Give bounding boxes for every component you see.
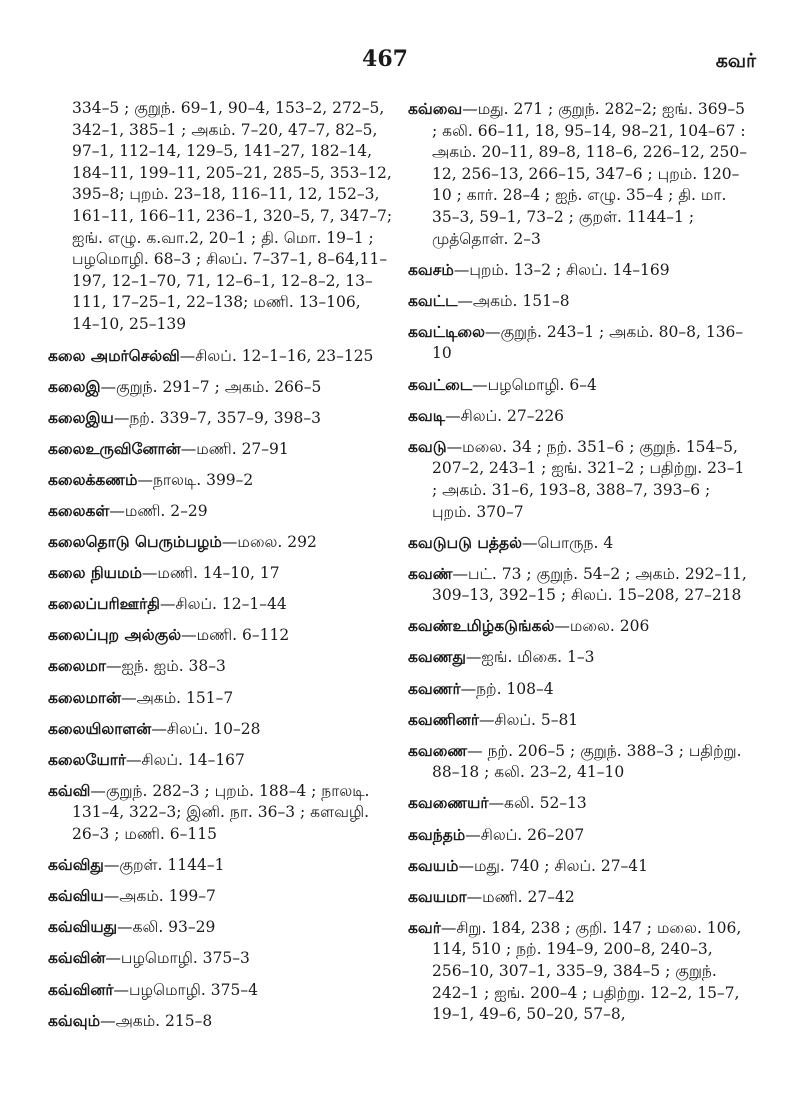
index-entry	[48, 469, 393, 492]
index-entry	[48, 780, 393, 846]
entry-headword: கவ்வினர்	[48, 979, 114, 999]
running-head: கவர்	[715, 50, 756, 72]
index-entry	[408, 321, 753, 365]
entry-headword: கலை அமர்செல்வி	[48, 345, 180, 365]
index-entry	[48, 1010, 393, 1033]
entry-references: — நற். 206–5 ; குறுந். 388–3 ; பதிற்று. 88–18 ; கலி. 23–2, 41–10	[432, 741, 742, 782]
entry-headword: கவ்வி	[48, 780, 91, 800]
entry-headword: கவ்வியது	[48, 917, 118, 937]
entry-references: —மணி. 6–112	[181, 626, 290, 645]
index-entry	[48, 947, 393, 970]
index-entry	[408, 374, 753, 397]
entry-references: —பொருந. 4	[521, 533, 614, 552]
entry-references: —சிலப். 10–28	[151, 719, 261, 738]
entry-references: —நாலடி. 399–2	[137, 470, 254, 489]
entry-references: —சிலப். 12–1–16, 23–125	[179, 346, 374, 365]
index-entry	[48, 885, 393, 908]
entry-references: —நற். 108–4	[460, 679, 554, 698]
entry-headword: கவணினர்	[408, 709, 479, 729]
index-entry	[408, 98, 753, 250]
index-entry	[408, 709, 753, 732]
entry-headword: கவயமா	[408, 886, 467, 906]
entry-headword: கலை நியமம்	[48, 563, 142, 583]
entry-headword: கவணர்	[408, 678, 461, 698]
entry-headword: கவ்வின்	[48, 948, 106, 968]
entry-headword: கலைதொடு பெரும்பழம்	[48, 532, 222, 552]
entry-headword: கலைப்புற அல்குல்	[48, 625, 182, 645]
entry-headword: கவணது	[408, 647, 466, 667]
entry-references: —குறுந். 243–1 ; அகம். 80–8, 136–10	[432, 322, 744, 363]
entry-headword: கலைப்பரிஊர்தி	[48, 594, 160, 614]
entry-references: —மணி. 27–42	[466, 887, 575, 906]
entry-references: —மலை. 292	[221, 533, 317, 552]
index-entry	[408, 259, 753, 282]
index-entry	[408, 886, 753, 909]
entry-references: —ஐந். ஐம். 38–3	[106, 657, 226, 676]
entry-headword: கவட்டை	[408, 374, 473, 394]
left-column	[48, 98, 393, 1041]
entry-references: —நற். 339–7, 357–9, 398–3	[113, 408, 321, 427]
index-entry	[408, 678, 753, 701]
entry-references: —கலி. 93–29	[117, 918, 216, 937]
entry-headword: கலைமா	[48, 656, 107, 676]
entry-references: —பட். 73 ; குறுந். 54–2 ; அகம். 292–11, 309–13, 392–15 ; சிலப். 15–208, 27–218	[432, 564, 747, 605]
entry-headword: கலையோர்	[48, 749, 126, 769]
index-entry	[48, 531, 393, 554]
entry-references: —மணி. 14–10, 17	[141, 564, 280, 583]
entry-references: —பழமொழி. 375–3	[105, 949, 250, 968]
entry-references: —அகம். 215–8	[100, 1011, 213, 1030]
index-entry	[408, 290, 753, 313]
entry-references: —குறள். 1144–1	[103, 856, 225, 875]
entry-references: —குறுந். 291–7 ; அகம். 266–5	[100, 377, 322, 396]
entry-references: —சிலப். 26–207	[465, 825, 585, 844]
entry-headword: கவணை	[408, 740, 468, 760]
entry-headword: கவட்ட	[408, 290, 458, 310]
right-column	[408, 98, 753, 1034]
index-entry	[48, 500, 393, 523]
index-entry	[48, 854, 393, 877]
index-entry	[48, 98, 393, 336]
entry-headword: கவ்வை	[408, 99, 463, 118]
entry-references: —அகம். 199–7	[103, 887, 216, 906]
index-entry	[408, 792, 753, 815]
entry-references: —மது. 740 ; சிலப். 27–41	[458, 856, 649, 875]
entry-references: —மணி. 2–29	[109, 502, 208, 520]
index-entry	[408, 405, 753, 428]
index-entry	[408, 532, 753, 555]
index-entry	[408, 824, 753, 847]
index-entry	[48, 345, 393, 368]
index-entry	[408, 436, 753, 523]
entry-headword: கலைக்கணம்	[48, 469, 138, 489]
entry-headword: கவர்	[408, 917, 441, 937]
entry-headword: கலைகள்	[48, 501, 110, 520]
entry-headword: கவந்தம்	[408, 824, 466, 844]
entry-references: —கலி. 52–13	[488, 794, 587, 813]
entry-headword: கவட்டிலை	[408, 321, 485, 341]
entry-references: —அகம். 151–7	[121, 688, 234, 707]
entry-headword: கவண்உமிழ்கடுங்கல்	[408, 616, 555, 636]
entry-references: —பழமொழி. 375–4	[113, 980, 258, 999]
entry-references: 334–5 ; குறுந். 69–1, 90–4, 153–2, 272–5, 342–1, 385–1 ; அகம். 7–20, 47–7, 82–5, 97–1, 112–14, 129–5, 141–27, 182–14, 184–11, 199–11, 205–21, 285–5, 353–12, 395–8; புறம். 23–18, 116–11, 12, 152–3, 161–11, 166–11, 236–1, 320–5, 7, 347–7; ஐங். எழு. க.வா.2, 20–1 ; தி. மொ. 19–1 ; பழமொழி. 68–3 ; சிலப். 7–37–1, 8–64,11–197, 12–1–70, 71, 12–6–1, 12–8–2, 13–111, 17–25–1, 22–138; மணி. 13–106, 14–10, 25–139	[72, 99, 393, 333]
entry-references: —மலை. 34 ; நற். 351–6 ; குறுந். 154–5, 207–2, 243–1 ; ஐங். 321–2 ; பதிற்று. 23–1 ; அகம். 31–6, 193–8, 388–7, 393–6 ; புறம். 370–7	[432, 437, 745, 521]
index-entry	[48, 438, 393, 461]
index-entry	[408, 615, 753, 638]
entry-references: —சிலப். 27–226	[445, 406, 565, 425]
entry-headword: கலையிலாளன்	[48, 718, 152, 738]
index-entry	[48, 593, 393, 616]
index-entry	[408, 646, 753, 669]
entry-headword: கவசம்	[408, 259, 454, 279]
index-entry	[48, 655, 393, 678]
entry-headword: கவடி	[408, 405, 446, 425]
entry-headword: கவடுபடு பத்தல்	[408, 532, 522, 552]
entry-references: —ஐங். மிகை. 1–3	[465, 648, 595, 667]
entry-headword: கவ்விது	[48, 855, 104, 875]
index-entry	[48, 624, 393, 647]
entry-headword: கலைஇய	[48, 407, 114, 427]
index-entry	[48, 916, 393, 939]
entry-references: —குறுந். 282–3 ; புறம். 188–4 ; நாலடி. 131–4, 322–3; இனி. நா. 36–3 ; களவழி. 26–3 ; மணி. 6–115	[72, 781, 370, 844]
entry-references: —மலை. 206	[554, 617, 650, 636]
index-entry	[48, 687, 393, 710]
entry-headword: கலைமான்	[48, 687, 122, 707]
entry-references: —சிலப். 5–81	[478, 710, 579, 729]
entry-headword: கவடு	[408, 436, 447, 456]
index-entry	[48, 562, 393, 585]
entry-headword: கவ்விய	[48, 886, 104, 906]
index-entry	[408, 740, 753, 784]
entry-references: —அகம். 151–8	[457, 291, 570, 310]
entry-headword: கவணையர்	[408, 793, 489, 813]
entry-references: —சிறு. 184, 238 ; குறி. 147 ; மலை. 106, 114, 510 ; நற். 194–9, 200–8, 240–3, 256–10, 307–1, 335–9, 384–5 ; குறுந். 242–1 ; ஐங். 200–4 ; பதிற்று. 12–2, 15–7, 19–1, 49–6, 50–20, 57–8,	[432, 918, 742, 1024]
entry-references: —சிலப். 14–167	[125, 750, 245, 769]
entry-references: —சிலப். 12–1–44	[159, 595, 287, 614]
index-entry	[48, 407, 393, 430]
entry-headword: கவயம்	[408, 855, 459, 875]
index-entry	[408, 917, 753, 1026]
index-entry	[48, 718, 393, 741]
index-entry	[408, 563, 753, 607]
entry-references: —புறம். 13–2 ; சிலப். 14–169	[453, 260, 670, 279]
entry-headword: கவ்வும்	[48, 1010, 101, 1030]
entry-headword: கலைஉருவினோன்	[48, 438, 181, 458]
index-entry	[48, 979, 393, 1002]
entry-references: —பழமொழி. 6–4	[472, 375, 597, 394]
index-entry	[408, 855, 753, 878]
entry-references: —மது. 271 ; குறுந். 282–2; ஐங். 369–5 ; கலி. 66–11, 18, 95–14, 98–21, 104–67 : அகம். 20–11, 89–8, 118–6, 226–12, 250–12, 256–13, 266–15, 347–6 ; புறம். 120–10 ; கார். 28–4 ; ஐந். எழு. 35–4 ; தி. மா. 35–3, 59–1, 73–2 ; குறள். 1144–1 ; முத்தொள். 2–3	[432, 100, 748, 248]
page-number: 467	[362, 46, 408, 72]
entry-references: —மணி. 27–91	[180, 439, 289, 458]
entry-headword: கலைஇ	[48, 376, 101, 396]
index-entry	[48, 749, 393, 772]
entry-headword: கவண்	[408, 563, 453, 583]
index-entry	[48, 376, 393, 399]
